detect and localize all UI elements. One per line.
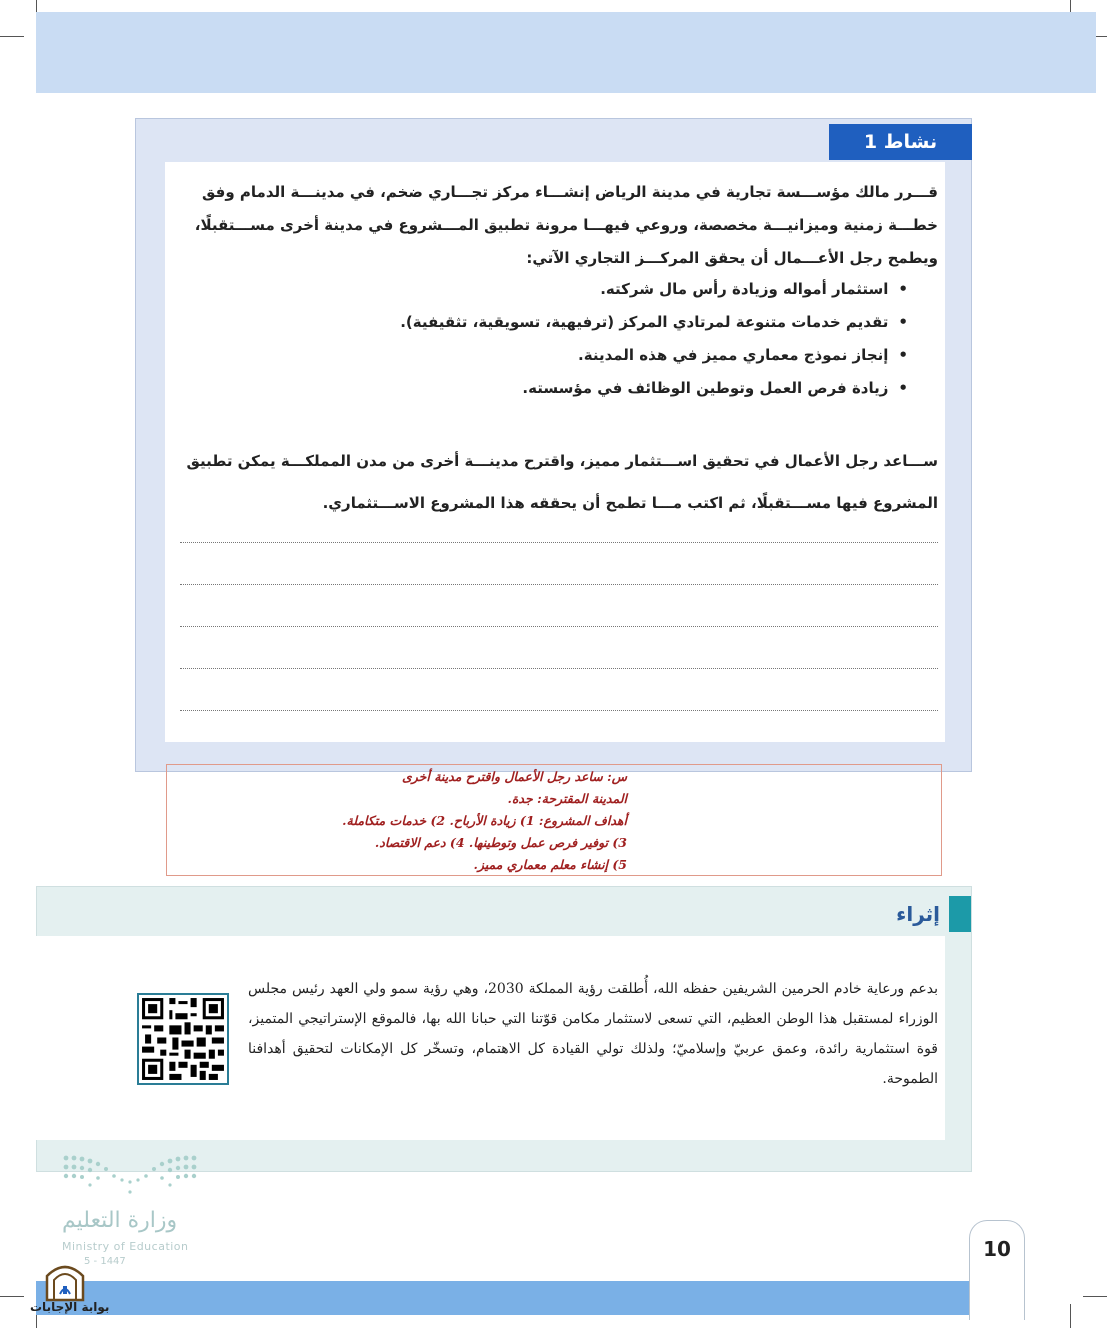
bottom-band [36, 1281, 972, 1315]
ministry-name-english: Ministry of Education [62, 1240, 189, 1253]
top-header-band [36, 12, 1096, 93]
intro-line: قـــرر مالك مؤســـسة تجارية في مدينة الرياض إنشـــاء مركز تجـــاري ضخم، في مدينـــة الدمام وفق [202, 183, 938, 201]
bullet-item: • تقديم خدمات متنوعة لمرتادي المركز (ترفيهية، تسويقية، تثقيفية). [180, 306, 908, 339]
answer-line-text: المدينة المقترحة: جدة. [507, 791, 627, 806]
answer-line[interactable] [180, 626, 938, 627]
activity-bullets [180, 273, 908, 405]
bullet-item: • زيادة فرص العمل وتوطين الوظائف في مؤسسته. [180, 372, 908, 405]
bullet-item: • استثمار أمواله وزيادة رأس مال شركته. [180, 273, 908, 306]
qr-code-icon[interactable] [137, 993, 229, 1085]
crop-mark [1083, 1296, 1107, 1297]
intro-line: خطـــة زمنية وميزانيـــة مخصصة، وروعي فيهـــا مرونة تطبيق المـــشروع في مدينة أخرى مســـتقبلًا، [194, 216, 938, 234]
activity-intro [180, 176, 938, 275]
edition-year: 5 - 1447 [84, 1256, 126, 1267]
answer-line[interactable] [180, 668, 938, 669]
answer-line-text: س: ساعد رجل الأعمال واقترح مدينة أخرى [401, 769, 627, 784]
ministry-logo-icon [62, 1152, 198, 1200]
ministry-name-arabic: وزارة التعليم [62, 1208, 178, 1233]
answer-text [297, 766, 627, 876]
crop-mark [0, 1296, 24, 1297]
answer-line[interactable] [180, 584, 938, 585]
watermark-text: بوابة الإجابات [30, 1300, 110, 1314]
enrichment-title: إثراء [896, 902, 940, 926]
bullet-item: • إنجاز نموذج معماري مميز في هذه المدينة. [180, 339, 908, 372]
answer-line[interactable] [180, 542, 938, 543]
question-line: ســـاعد رجل الأعمال في تحقيق اســـتثمار مميز، واقترح مدينـــة أخرى من مدن المملكـــة يمكن تطبيق [186, 452, 938, 470]
activity-title: نشاط 1 [829, 124, 972, 160]
activity-question [180, 440, 938, 524]
crop-mark [0, 36, 24, 37]
question-line: المشروع فيها مســـتقبلًا، ثم اكتب مـــا تطمح أن يحققه هذا المشروع الاســـتثماري. [322, 494, 938, 512]
enrichment-accent-bar [949, 896, 971, 932]
crop-mark [1070, 1304, 1071, 1328]
answer-line[interactable] [180, 710, 938, 711]
page-number: 10 [969, 1220, 1025, 1320]
answer-line-text: 3) توفير فرص عمل وتوطينها. 4) دعم الاقتصاد. [374, 835, 627, 850]
answer-line-text: أهداف المشروع: 1) زيادة الأرباح. 2) خدمات متكاملة. [342, 813, 627, 828]
answer-line-text: 5) إنشاء معلم معماري مميز. [473, 857, 627, 872]
enrichment-text: بدعم ورعاية خادم الحرمين الشريفين حفظه الله، أُطلقت رؤية المملكة 2030، وهي رؤية سمو ولي العهد رئيس مجلس الوزراء لمستقبل هذا الوطن العظيم، التي تسعى لاستثمار مكامن قوّتنا التي حبانا الله بها، فالموقع الإستراتيجي المتميز، قوة استثمارية رائدة، وعمق عربيّ وإسلاميّ؛ ولذلك تولي القيادة كل الاهتمام، وتسخّر كل الإمكانات لتحقيق أهدافنا الطموحة. [248, 981, 938, 1087]
watermark-logo-icon [44, 1256, 86, 1302]
intro-line: ويطمح رجل الأعـــمال أن يحقق المركـــز التجاري الآتي: [526, 249, 938, 267]
